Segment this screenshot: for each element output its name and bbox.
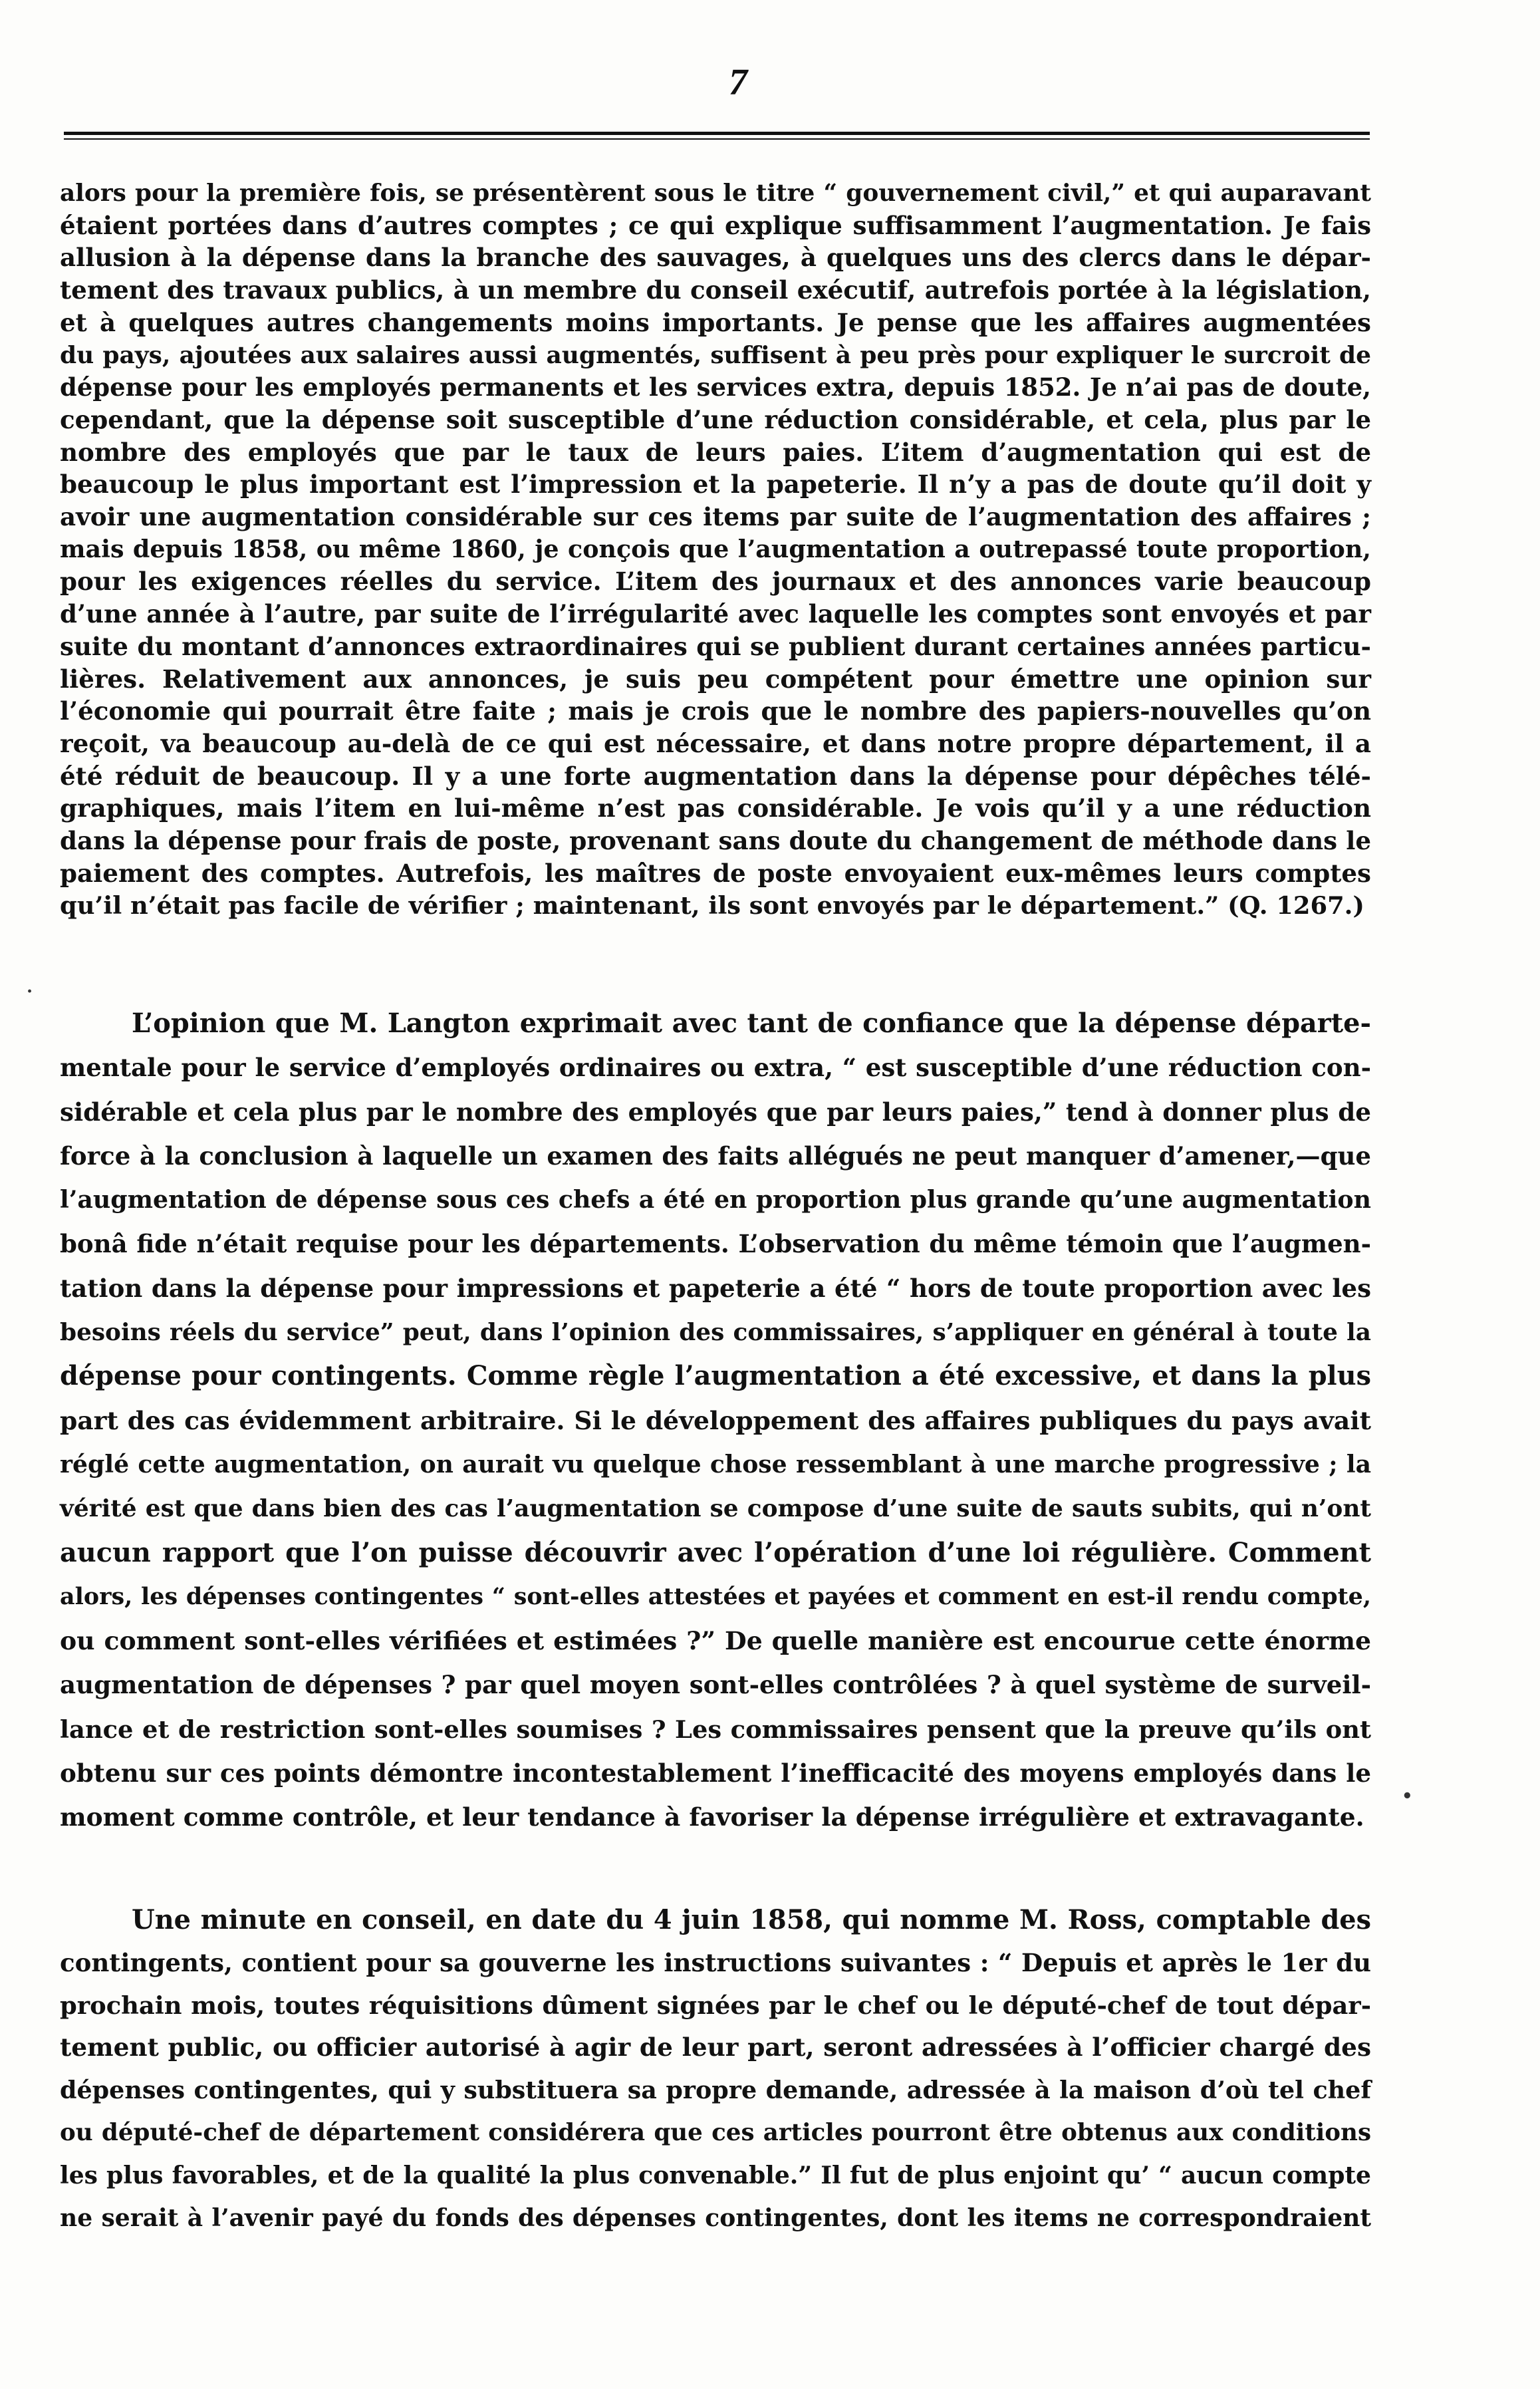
text-line: sidérable et cela plus par le nombre des employés que par leurs paies,” tend à donner plus de xyxy=(60,1097,1371,1127)
text-line: réglé cette augmentation, on aurait vu quelque chose ressemblant à une marche progressive ; la xyxy=(60,1449,1371,1478)
text-line: contingents, contient pour sa gouverne les instructions suivantes : “ Depuis et après le 1er du xyxy=(60,1947,1371,1977)
text-line: suite du montant d’annonces extraordinaires qui se publient durant certaines années particu- xyxy=(60,631,1371,661)
text-line: dépense pour les employés permanents et les services extra, depuis 1852. Je n’ai pas de doute, xyxy=(60,372,1371,402)
text-line: dépenses contingentes, qui y substituera sa propre demande, adressée à la maison d’où tel chef xyxy=(60,2076,1371,2105)
text-line: du pays, ajoutées aux salaires aussi augmentés, suffisent à peu près pour expliquer le surcroit de xyxy=(60,341,1371,369)
text-line: alors, les dépenses contingentes “ sont-elles attestées et payées et comment en est-il rendu compte, xyxy=(60,1582,1371,1610)
text-line: l’économie qui pourrait être faite ; mais je crois que le nombre des papiers-nouvelles qu’on xyxy=(60,696,1371,726)
paragraph-ross-minute xyxy=(60,1899,1371,2239)
text-line: part des cas évidemment arbitraire. Si le développement des affaires publiques du pays avait xyxy=(60,1405,1371,1435)
text-line: obtenu sur ces points démontre incontestablement l’inefficacité des moyens employés dans le xyxy=(60,1758,1371,1788)
text-line: qu’il n’était pas facile de vérifier ; maintenant, ils sont envoyés par le département.” (Q. 1267.) xyxy=(60,891,1364,920)
text-line: l’augmentation de dépense sous ces chefs a été en proportion plus grande qu’une augmentation xyxy=(60,1185,1371,1214)
text-line: avoir une augmentation considérable sur ces items par suite de l’augmentation des affaires ; xyxy=(60,502,1371,532)
text-line: aucun rapport que l’on puisse découvrir avec l’opération d’une loi régulière. Comment xyxy=(60,1537,1371,1568)
text-line: bonâ fide n’était requise pour les départements. L’observation du même témoin que l’augmen- xyxy=(60,1229,1371,1259)
text-line: lance et de restriction sont-elles soumises ? Les commissaires pensent que la preuve qu’ils ont xyxy=(60,1714,1371,1744)
header-rule-thick xyxy=(64,132,1370,135)
text-line: beaucoup le plus important est l’impression et la papeterie. Il n’y a pas de doute qu’il doit y xyxy=(60,470,1371,499)
margin-dot: • xyxy=(1402,1786,1413,1806)
text-line: dépense pour contingents. Comme règle l’augmentation a été excessive, et dans la plus xyxy=(60,1361,1371,1392)
paragraph-quote-continuation xyxy=(60,177,1371,922)
text-line: alors pour la première fois, se présentèrent sous le titre “ gouvernement civil,” et qui auparavant xyxy=(60,179,1371,207)
text-line: étaient portées dans d’autres comptes ; ce qui explique suffisamment l’augmentation. Je fais xyxy=(60,210,1371,240)
text-line: pour les exigences réelles du service. L’item des journaux et des annonces varie beaucoup xyxy=(60,567,1371,597)
text-line: ne serait à l’avenir payé du fonds des dépenses contingentes, dont les items ne correspondraient xyxy=(60,2203,1371,2232)
text-line: ou comment sont-elles vérifiées et estimées ?” De quelle manière est encourue cette énorme xyxy=(60,1626,1371,1656)
text-line: les plus favorables, et de la qualité la plus convenable.” Il fut de plus enjoint qu’ “ aucun compte xyxy=(60,2160,1371,2189)
text-line: paiement des comptes. Autrefois, les maîtres de poste envoyaient eux-mêmes leurs comptes xyxy=(60,858,1371,888)
text-line: tation dans la dépense pour impressions et papeterie a été “ hors de toute proportion avec les xyxy=(60,1273,1371,1303)
text-line: augmentation de dépenses ? par quel moyen sont-elles contrôlées ? à quel système de surveil- xyxy=(60,1670,1371,1700)
margin-dot: · xyxy=(27,982,33,1002)
text-line: ou député-chef de département considérera que ces articles pourront être obtenus aux conditions xyxy=(60,2118,1371,2146)
page-number: 7 xyxy=(729,62,747,103)
text-line: d’une année à l’autre, par suite de l’irrégularité avec laquelle les comptes sont envoyés et par xyxy=(60,599,1371,629)
paragraph-langton-opinion xyxy=(60,1002,1371,1840)
text-line: prochain mois, toutes réquisitions dûment signées par le chef ou le député-chef de tout dépar- xyxy=(60,1990,1371,2020)
text-line: Une minute en conseil, en date du 4 juin 1858, qui nomme M. Ross, comptable des xyxy=(132,1905,1371,1935)
text-line: et à quelques autres changements moins importants. Je pense que les affaires augmentées xyxy=(60,307,1371,337)
text-line: mais depuis 1858, ou même 1860, je conçois que l’augmentation a outrepassé toute proportion, xyxy=(60,534,1371,563)
text-line: cependant, que la dépense soit susceptible d’une réduction considérable, et cela, plus par le xyxy=(60,404,1371,434)
text-line: moment comme contrôle, et leur tendance à favoriser la dépense irrégulière et extravagante. xyxy=(60,1802,1364,1832)
text-line: force à la conclusion à laquelle un examen des faits allégués ne peut manquer d’amener,—que xyxy=(60,1141,1371,1171)
text-line: graphiques, mais l’item en lui-même n’est pas considérable. Je vois qu’il y a une réduction xyxy=(60,793,1371,823)
text-line: tement public, ou officier autorisé à agir de leur part, seront adressées à l’officier chargé des xyxy=(60,2033,1371,2062)
text-line: vérité est que dans bien des cas l’augmentation se compose d’une suite de sauts subits, qui n’ont xyxy=(60,1494,1371,1523)
text-line: nombre des employés que par le taux de leurs paies. L’item d’augmentation qui est de xyxy=(60,437,1371,467)
text-line: mentale pour le service d’employés ordinaires ou extra, “ est susceptible d’une réduction con- xyxy=(60,1053,1371,1083)
text-line: allusion à la dépense dans la branche des sauvages, à quelques uns des clercs dans le dépar- xyxy=(60,243,1371,273)
text-line: dans la dépense pour frais de poste, provenant sans doute du changement de méthode dans le xyxy=(60,826,1371,856)
text-line: besoins réels du service” peut, dans l’opinion des commissaires, s’appliquer en général à toute la xyxy=(60,1318,1371,1347)
text-line: tement des travaux publics, à un membre du conseil exécutif, autrefois portée à la législation, xyxy=(60,275,1371,305)
text-line: L’opinion que M. Langton exprimait avec tant de confiance que la dépense départe- xyxy=(132,1008,1371,1039)
header-rule-thin xyxy=(64,138,1370,140)
text-line: lières. Relativement aux annonces, je suis peu compétent pour émettre une opinion sur xyxy=(60,664,1371,694)
text-line: reçoit, va beaucoup au-delà de ce qui est nécessaire, et dans notre propre département, il a xyxy=(60,728,1371,758)
text-line: été réduit de beaucoup. Il y a une forte augmentation dans la dépense pour dépêches télé- xyxy=(60,761,1371,791)
